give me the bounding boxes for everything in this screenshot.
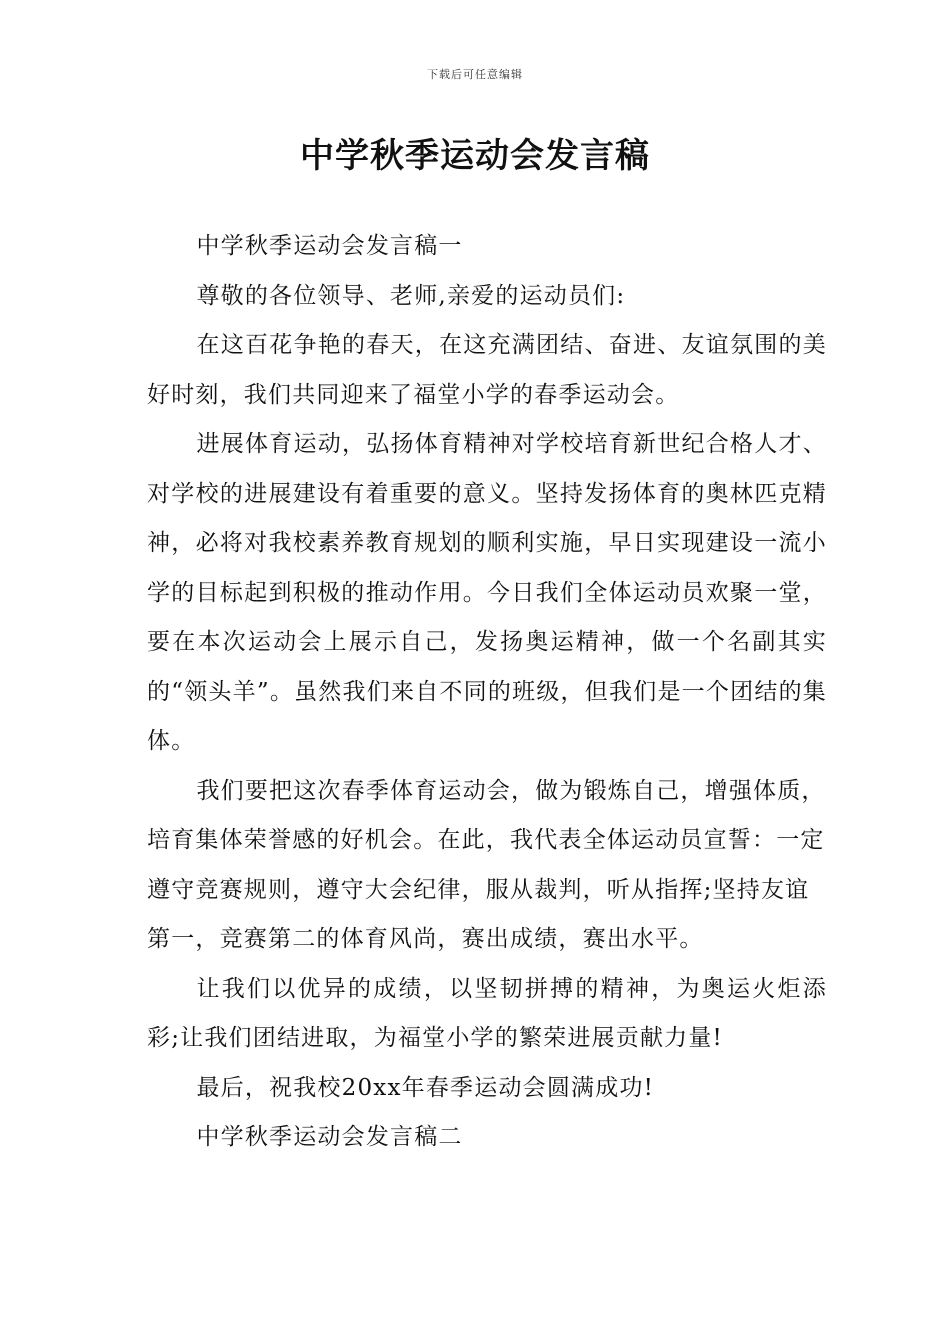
section-heading-1: 中学秋季运动会发言稿一 xyxy=(196,233,463,259)
section-heading-2: 中学秋季运动会发言稿二 xyxy=(196,1124,463,1150)
document-title: 中学秋季运动会发言稿 xyxy=(300,136,650,176)
closing-wish: 最后，祝我校20xx年春季运动会圆满成功! xyxy=(196,1074,655,1101)
body-paragraph: 让我们以优异的成绩，以坚韧拼搏的精神，为奥运火炬添彩;让我们团结进取，为福堂小学的繁荣进展贡献力量! xyxy=(147,975,827,1051)
salutation: 尊敬的各位领导、老师,亲爱的运动员们: xyxy=(196,282,626,309)
body-paragraph: 进展体育运动，弘扬体育精神对学校培育新世纪合格人才、对学校的进展建设有着重要的意义。坚持发扬体育的奥林匹克精神，必将对我校素养教育规划的顺利实施，早日实现建设一流小学的目标起到积极的推动作用。今日我们全体运动员欢聚一堂，要在本次运动会上展示自己，发扬奥运精神，做一个名副其实的“领头羊”。虽然我们来自不同的班级，但我们是一个团结的集体。 xyxy=(147,431,827,754)
page-header-note: 下载后可任意编辑 xyxy=(427,68,523,81)
body-paragraph: 在这百花争艳的春天，在这充满团结、奋进、友谊氛围的美好时刻，我们共同迎来了福堂小学的春季运动会。 xyxy=(147,332,827,408)
document-body xyxy=(147,222,827,1163)
body-paragraph: 我们要把这次春季体育运动会，做为锻炼自己，增强体质，培育集体荣誉感的好机会。在此，我代表全体运动员宣誓：一定遵守竞赛规则，遵守大会纪律，服从裁判，听从指挥;坚持友谊第一，竞赛第二的体育风尚，赛出成绩，赛出水平。 xyxy=(147,777,826,952)
